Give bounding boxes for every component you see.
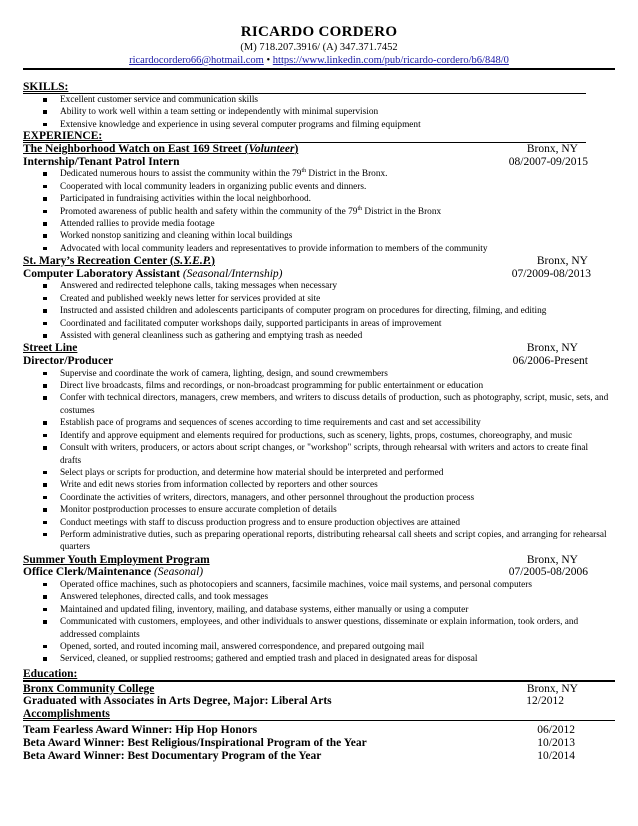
- job-role-title: Office Clerk/Maintenance: [23, 566, 152, 579]
- job-duty: Dedicated numerous hours to assist the community within the 79th District in the Bronx.: [23, 168, 615, 180]
- job-organization-name: The Neighborhood Watch on East 169 Street (: [23, 143, 249, 156]
- job-role: [23, 566, 203, 579]
- job-organization: [23, 342, 77, 355]
- accomplishment-row: [23, 737, 615, 750]
- job-duty: Promoted awareness of public health and safety within the community of the 79th District in the Bronx: [23, 206, 615, 218]
- job-role-row: [23, 268, 615, 281]
- accomplishment-title: Beta Award Winner: Best Religious/Inspirational Program of the Year: [23, 736, 367, 749]
- resume-page: [23, 20, 615, 763]
- accomplishment-date: 06/2012: [537, 723, 575, 736]
- experience-list: [23, 143, 615, 666]
- job-role-row: [23, 355, 615, 368]
- job-duty: Serviced, cleaned, or supplied restrooms; gathered and emptied trash and placed in designated areas for disposal: [23, 653, 615, 665]
- job-duty: Worked nonstop sanitizing and cleaning within local buildings: [23, 230, 615, 242]
- accomplishment-date: 10/2013: [537, 736, 575, 749]
- school-location: Bronx, NY: [526, 682, 578, 695]
- job-duties: [23, 368, 615, 554]
- experience-heading: EXPERIENCE:: [23, 130, 586, 143]
- job-duty: Answered and redirected telephone calls, taking messages when necessary: [23, 280, 615, 292]
- skill-item: Ability to work well within a team setting or independently with minimal supervision: [23, 106, 615, 118]
- job-role-type: (Seasonal): [153, 566, 204, 579]
- accomplishments-heading: Accomplishments: [23, 707, 110, 720]
- job-duty: Perform administrative duties, such as preparing operational reports, distributing rehearsal call sheets and script copies, and arranging for rehearsal quarters: [23, 529, 615, 554]
- job-duty: Assisted with general cleanliness such as gathering and emptying trash as needed: [23, 330, 615, 342]
- job-duty: Instructed and assisted children and adolescents participants of computer program on procedures for directing, filming, and editing: [23, 305, 615, 317]
- job-organization-qualifier: Volunteer: [248, 143, 295, 156]
- job-duty: Supervise and coordinate the work of camera, lighting, design, and sound crewmembers: [23, 368, 615, 380]
- job-role-type: (Seasonal/Internship): [182, 267, 283, 280]
- accomplishment-row: [23, 724, 615, 737]
- job-entry: [23, 554, 615, 666]
- school-name: Bronx Community College: [23, 682, 155, 695]
- resume-header: [23, 23, 615, 67]
- accomplishment-title: Beta Award Winner: Best Documentary Program of the Year: [23, 749, 322, 762]
- job-organization-name: Summer Youth Employment Program: [23, 553, 210, 566]
- job-duty: Consult with writers, producers, or actors about script changes, or "workshop" scripts, through rehearsal with writers and actors to create final drafts: [23, 442, 615, 467]
- job-role-row: [23, 156, 615, 169]
- job-dates: 07/2009-08/2013: [511, 267, 591, 280]
- degree-date: 12/2012: [526, 695, 564, 708]
- header-divider: [23, 68, 615, 70]
- accomplishments-list: [23, 724, 615, 763]
- email-link[interactable]: ricardocordero66@hotmail.com: [129, 55, 264, 66]
- job-role: [23, 268, 283, 281]
- education-heading: Education:: [23, 668, 615, 681]
- job-location: Bronx, NY: [536, 255, 588, 268]
- job-entry: [23, 143, 615, 255]
- job-duty: Establish pace of programs and sequences of scenes according to time requirements and cast and set accessibility: [23, 417, 615, 429]
- job-organization-close: ): [211, 255, 215, 268]
- job-duty: Participated in fundraising activities within the local neighborhood.: [23, 193, 615, 205]
- job-duty: Direct live broadcasts, films and recordings, or non-broadcast programming for public entertainment or education: [23, 380, 615, 392]
- skills-heading: SKILLS:: [23, 81, 586, 94]
- accomplishment-row: [23, 750, 615, 763]
- job-entry: [23, 255, 615, 342]
- job-organization-close: ): [294, 143, 299, 156]
- job-org-row: [23, 554, 615, 567]
- job-duty: Monitor postproduction processes to ensure accurate completion of details: [23, 504, 615, 516]
- job-duty: Communicated with customers, employees, and other individuals to answer questions, disseminate or explain information, took orders, and addressed complaints: [23, 616, 615, 641]
- job-duty: Write and edit news stories from information collected by reporters and other sources: [23, 479, 615, 491]
- skill-item: Excellent customer service and communication skills: [23, 94, 615, 106]
- job-role-title: Internship/Tenant Patrol Intern: [23, 155, 180, 168]
- job-duties: [23, 168, 615, 255]
- job-duty: Coordinated and facilitated computer workshops daily, supported participants in areas of improvement: [23, 318, 615, 330]
- job-location: Bronx, NY: [526, 143, 578, 156]
- job-duty: Maintained and updated filing, inventory, mailing, and database systems, either manually or using a computer: [23, 604, 615, 616]
- job-duty: Opened, sorted, and routed incoming mail, answered correspondence, and prepared outgoing mail: [23, 641, 615, 653]
- job-role: [23, 156, 180, 169]
- job-dates: 08/2007-09/2015: [508, 155, 588, 168]
- job-org-row: [23, 143, 615, 156]
- job-duty: Select plays or scripts for production, and determine how material should be interpreted and performed: [23, 467, 615, 479]
- job-duty: Cooperated with local community leaders in organizing public events and dinners.: [23, 181, 615, 193]
- job-organization: [23, 554, 210, 567]
- job-location: Bronx, NY: [526, 342, 578, 355]
- job-duty: Identify and approve equipment and elements required for productions, such as scenery, lights, props, costumes, choreography, and music: [23, 430, 615, 442]
- link-separator: •: [263, 55, 273, 66]
- education-divider: [23, 681, 615, 682]
- job-dates: 07/2005-08/2006: [508, 566, 588, 579]
- school-row: [23, 683, 615, 696]
- job-org-row: [23, 342, 615, 355]
- job-duty: Conduct meetings with staff to discuss production progress and to ensure production objectives are attained: [23, 517, 615, 529]
- job-duty: Attended rallies to provide media footage: [23, 218, 615, 230]
- job-entry: [23, 342, 615, 553]
- skill-item: Extensive knowledge and experience in using several computer programs and filming equipment: [23, 119, 615, 131]
- degree-title: Graduated with Associates in Arts Degree, Major: Liberal Arts: [23, 695, 332, 708]
- linkedin-link[interactable]: https://www.linkedin.com/pub/ricardo-cordero/b6/848/0: [272, 55, 509, 66]
- job-duty: Confer with technical directors, managers, crew members, and writers to discuss details of production, such as photography, script, music, sets, and costumes: [23, 392, 615, 417]
- job-duty: Answered telephones, directed calls, and took messages: [23, 591, 615, 603]
- job-organization-qualifier: S.Y.E.P.: [173, 255, 212, 268]
- job-organization-name: Street Line: [23, 342, 78, 355]
- phone-numbers: (M) 718.207.3916/ (A) 347.371.7452: [240, 42, 398, 53]
- job-duty: Coordinate the activities of writers, directors, managers, and other personnel throughout the production process: [23, 492, 615, 504]
- skills-list: [23, 94, 615, 131]
- job-role: [23, 355, 113, 368]
- job-role-title: Director/Producer: [23, 355, 114, 368]
- job-duties: [23, 579, 615, 666]
- accomplishment-date: 10/2014: [537, 749, 575, 762]
- applicant-name: RICARDO CORDERO: [240, 24, 398, 40]
- job-duty: Operated office machines, such as photocopiers and scanners, facsimile machines, voice mail systems, and personal computers: [23, 579, 615, 591]
- job-duty: Advocated with local community leaders and representatives to provide information to members of the community: [23, 243, 615, 255]
- job-organization-name: St. Mary’s Recreation Center (: [23, 255, 174, 268]
- accomplishments-divider: [23, 720, 615, 721]
- job-org-row: [23, 255, 615, 268]
- job-role-title: Computer Laboratory Assistant: [23, 267, 180, 280]
- job-organization: [23, 143, 298, 156]
- accomplishment-title: Team Fearless Award Winner: Hip Hop Honors: [23, 723, 258, 736]
- contact-links: [23, 54, 615, 67]
- job-duties: [23, 280, 615, 342]
- job-duty: Created and published weekly news letter for services provided at site: [23, 293, 615, 305]
- degree-row: [23, 695, 615, 708]
- job-dates: 06/2006-Present: [512, 355, 588, 368]
- job-location: Bronx, NY: [526, 553, 578, 566]
- job-role-row: [23, 566, 615, 579]
- job-organization: [23, 255, 215, 268]
